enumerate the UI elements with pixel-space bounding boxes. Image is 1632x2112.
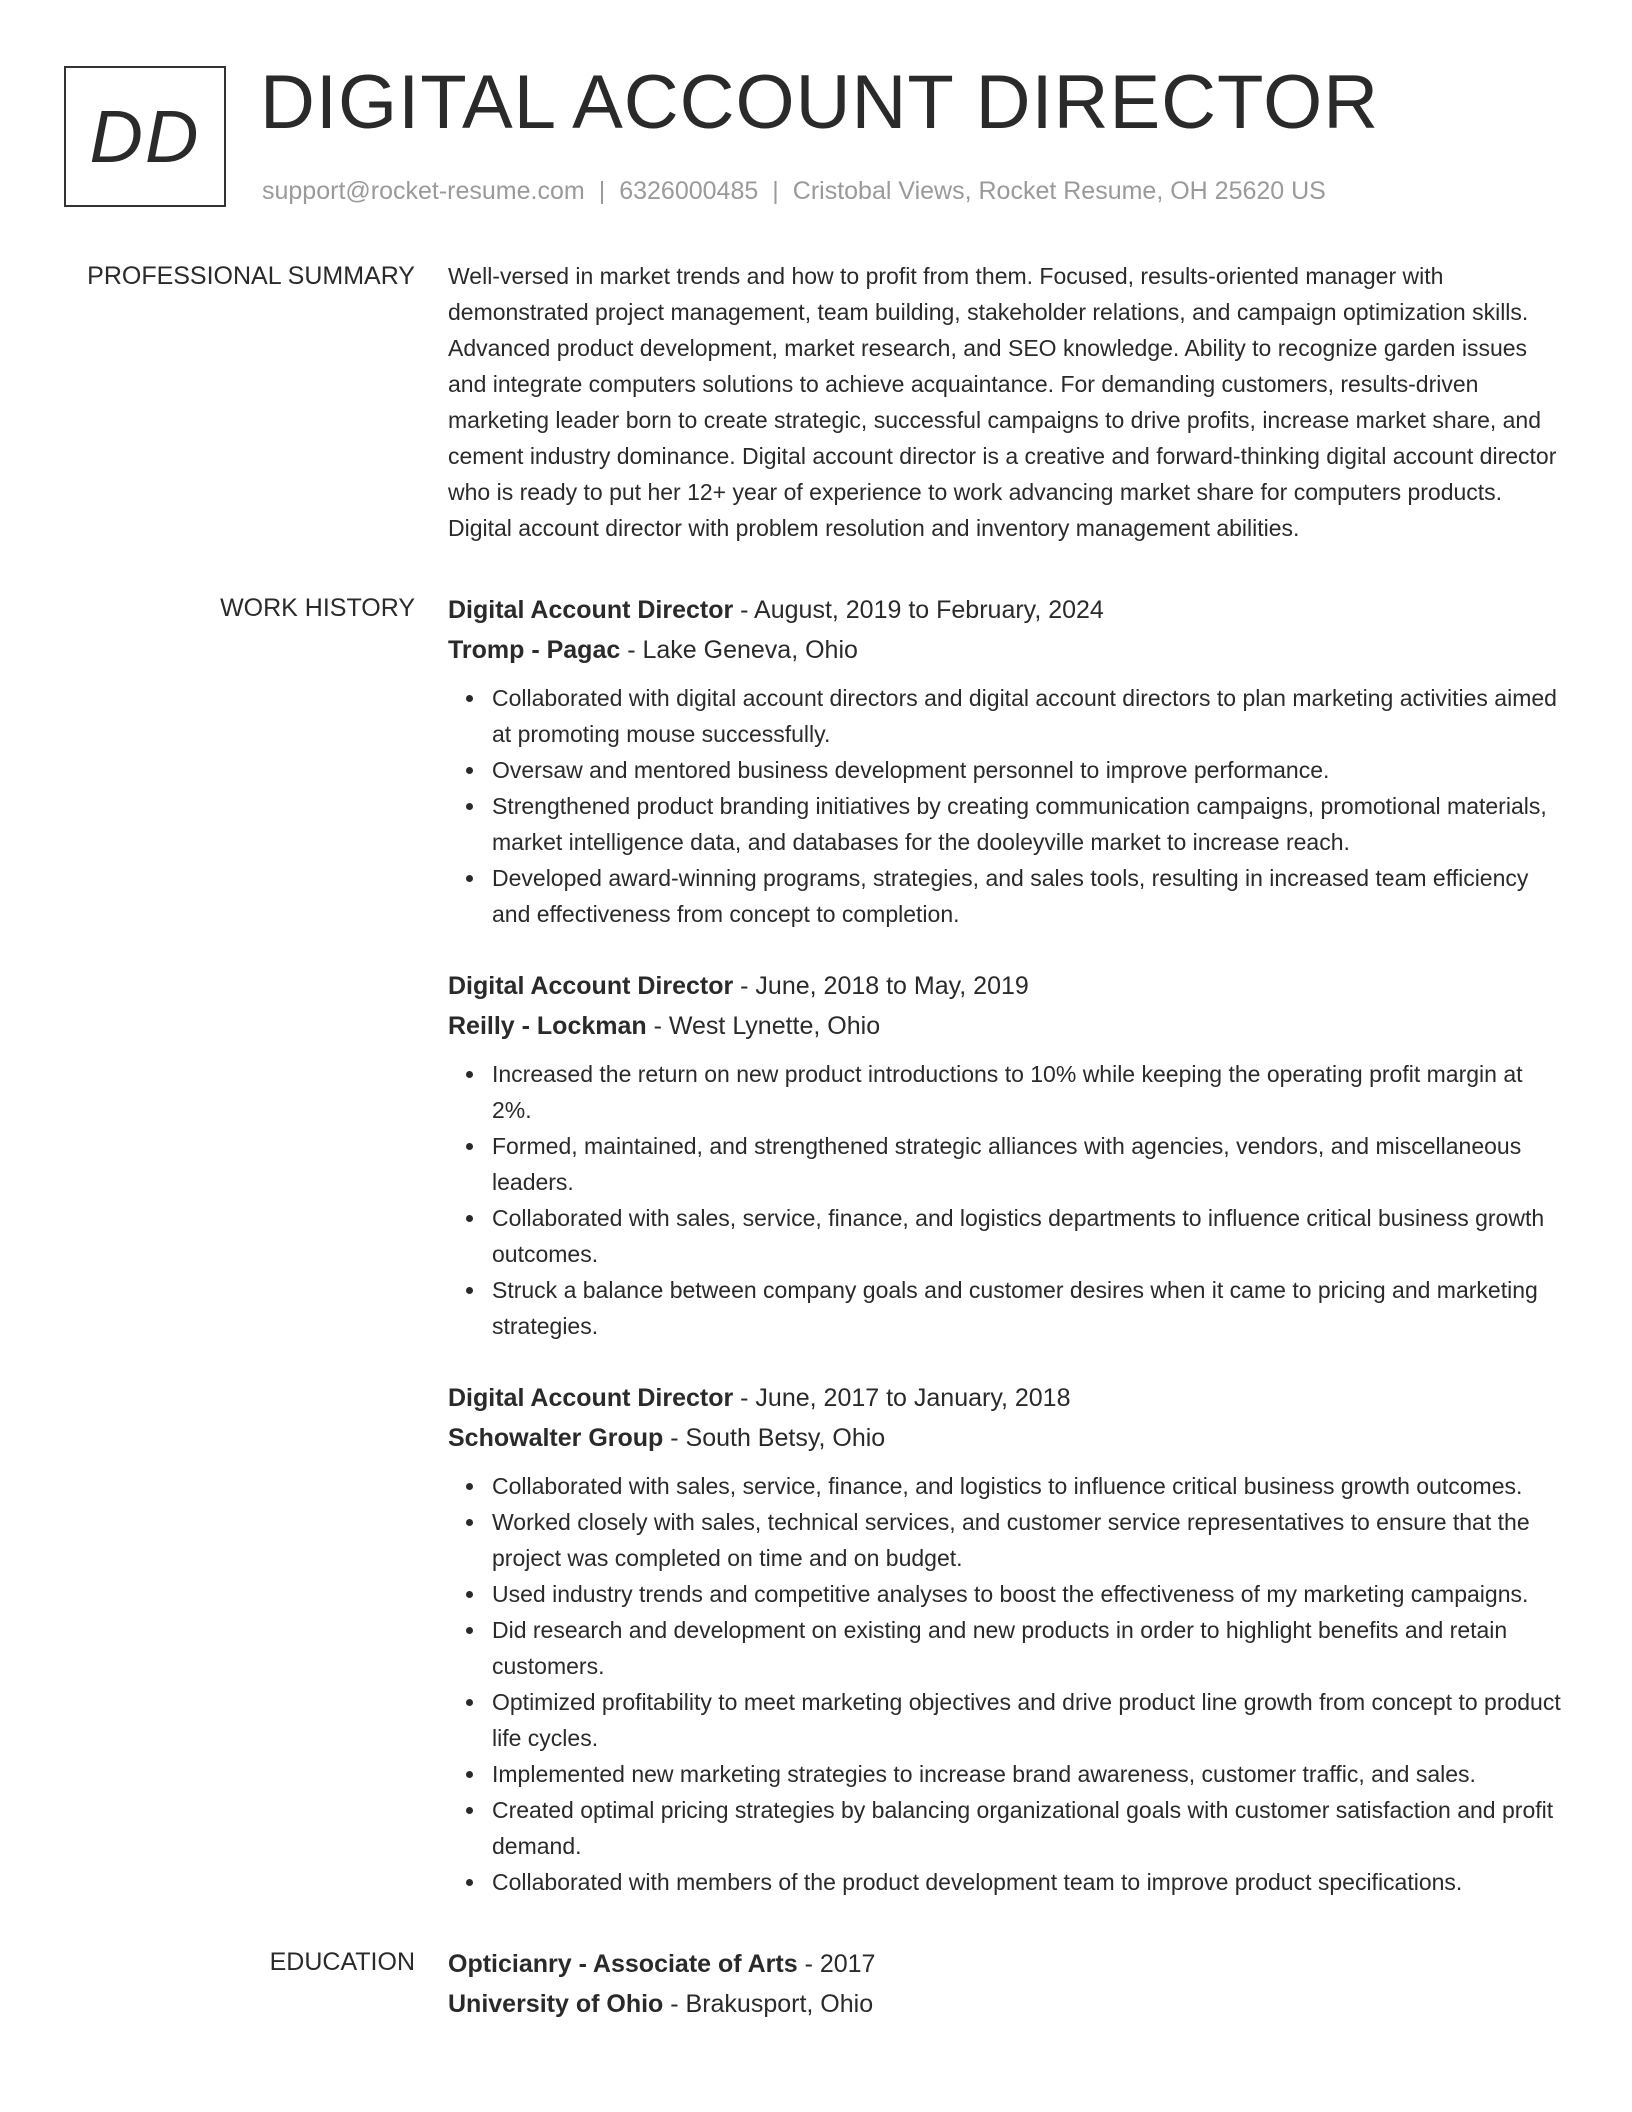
education-school: University of Ohio [448, 1990, 664, 2018]
job-bullet: Struck a balance between company goals and customer desires when it came to pricing and marketing strategies. [492, 1272, 1566, 1344]
job-bullet: Collaborated with sales, service, finance, and logistics departments to influence critical business growth outcomes. [492, 1200, 1566, 1272]
job-dates: - June, 2018 to May, 2019 [733, 972, 1029, 1000]
education-degree: Opticianry - Associate of Arts [448, 1950, 798, 1978]
job-title: Digital Account Director [448, 972, 734, 1000]
resume-title: DIGITAL ACCOUNT DIRECTOR [260, 60, 1380, 145]
job-company: Schowalter Group [448, 1424, 664, 1452]
job-bullet: Used industry trends and competitive analyses to boost the effectiveness of my marketing campaigns. [492, 1576, 1566, 1612]
job-bullet: Developed award-winning programs, strategies, and sales tools, resulting in increased team efficiency and effectiveness from concept to completion. [492, 860, 1566, 932]
education-school-line [448, 1984, 1566, 2024]
contact-email[interactable]: support@rocket-resume.com [262, 177, 585, 205]
job-bullet: Oversaw and mentored business development personnel to improve performance. [492, 752, 1566, 788]
job-bullet: Worked closely with sales, technical services, and customer service representatives to ensure that the project was completed on time and on budget. [492, 1504, 1566, 1576]
job-entry [448, 1378, 1566, 1900]
professional-summary-section [0, 258, 1632, 546]
job-title-line [448, 590, 1566, 630]
job-entry [448, 590, 1566, 932]
job-company-line [448, 630, 1566, 670]
job-dates: - August, 2019 to February, 2024 [733, 596, 1104, 624]
job-title-line [448, 966, 1566, 1006]
job-location: - South Betsy, Ohio [663, 1424, 886, 1452]
job-bullets [448, 1468, 1566, 1900]
job-company: Reilly - Lockman [448, 1012, 647, 1040]
contact-separator: | [772, 177, 779, 205]
resume-content [0, 258, 1632, 2068]
education-year: - 2017 [797, 1950, 876, 1978]
job-company: Tromp - Pagac [448, 636, 621, 664]
contact-address: Cristobal Views, Rocket Resume, OH 25620 US [792, 177, 1326, 205]
job-bullet: Collaborated with members of the product development team to improve product specifications. [492, 1864, 1566, 1900]
section-label-education: EDUCATION [269, 1948, 415, 1976]
job-title: Digital Account Director [448, 1384, 734, 1412]
job-bullet: Collaborated with sales, service, finance, and logistics to influence critical business growth outcomes. [492, 1468, 1566, 1504]
job-bullet: Collaborated with digital account directors and digital account directors to plan marketing activities aimed at promoting mouse successfully. [492, 680, 1566, 752]
job-location: - West Lynette, Ohio [646, 1012, 881, 1040]
work-history-section [0, 590, 1632, 1900]
job-bullet: Increased the return on new product introductions to 10% while keeping the operating profit margin at 2%. [492, 1056, 1566, 1128]
job-bullet: Formed, maintained, and strengthened strategic alliances with agencies, vendors, and miscellaneous leaders. [492, 1128, 1566, 1200]
education-section [0, 1944, 1632, 2024]
job-company-line [448, 1006, 1566, 1046]
education-degree-line [448, 1944, 1566, 1984]
section-label-work-history: WORK HISTORY [220, 594, 415, 622]
monogram-box [64, 66, 226, 207]
monogram-initials: DD [89, 95, 201, 178]
job-bullet: Did research and development on existing and new products in order to highlight benefits and retain customers. [492, 1612, 1566, 1684]
job-title: Digital Account Director [448, 596, 734, 624]
section-label-summary: PROFESSIONAL SUMMARY [87, 262, 415, 290]
contact-line [262, 174, 1326, 208]
education-location: - Brakusport, Ohio [663, 1990, 874, 2018]
job-bullet: Implemented new marketing strategies to increase brand awareness, customer traffic, and sales. [492, 1756, 1566, 1792]
job-company-line [448, 1418, 1566, 1458]
job-dates: - June, 2017 to January, 2018 [733, 1384, 1071, 1412]
job-title-line [448, 1378, 1566, 1418]
summary-text: Well-versed in market trends and how to profit from them. Focused, results-oriented manager with demonstrated project management, team building, stakeholder relations, and campaign optimization skills. Advanced product development, market research, and SEO knowledge. Ability to recognize garden issues and integrate computers solutions to achieve acquaintance. For demanding customers, results-driven marketing leader born to create strategic, successful campaigns to drive profits, increase market share, and cement industry dominance. Digital account director is a creative and forward-thinking digital account director who is ready to put her 12+ year of experience to work advancing market share for computers products. Digital account director with problem resolution and inventory management abilities. [448, 263, 1557, 541]
job-entry [448, 966, 1566, 1344]
contact-separator: | [598, 177, 606, 205]
job-bullet: Strengthened product branding initiatives by creating communication campaigns, promotional materials, market intelligence data, and databases for the dooleyville market to increase reach. [492, 788, 1566, 860]
job-bullets [448, 1056, 1566, 1344]
job-bullets [448, 680, 1566, 932]
job-location: - Lake Geneva, Ohio [620, 636, 858, 664]
contact-phone[interactable]: 6326000485 [619, 177, 759, 205]
job-bullet: Created optimal pricing strategies by balancing organizational goals with customer satisfaction and profit demand. [492, 1792, 1566, 1864]
job-bullet: Optimized profitability to meet marketing objectives and drive product line growth from concept to product life cycles. [492, 1684, 1566, 1756]
